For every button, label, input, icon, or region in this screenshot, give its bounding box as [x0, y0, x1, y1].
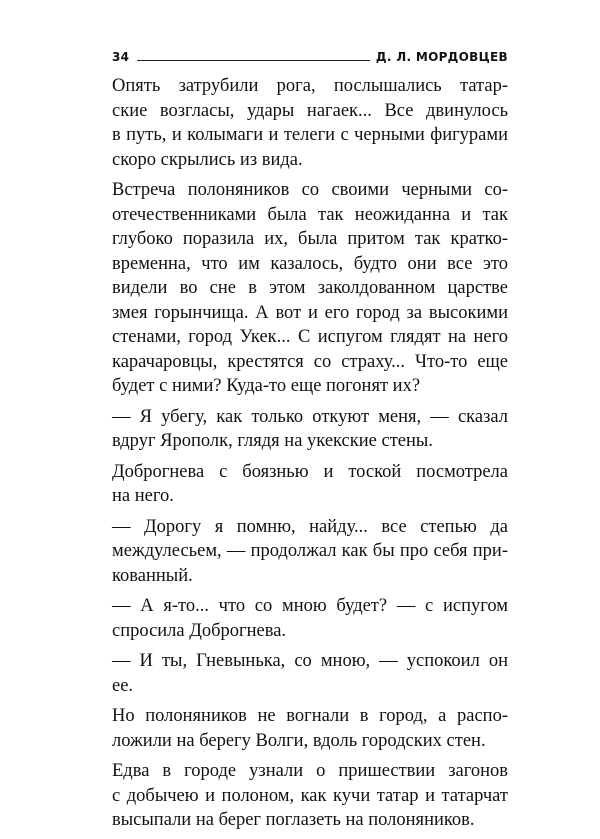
text-line: временна, что им казалось, будто они все это — [112, 253, 508, 274]
text-line: отечественниками была так неожиданна и так — [112, 204, 508, 225]
paragraph — [112, 178, 508, 399]
paragraph — [112, 460, 508, 509]
text-line: спросила Доброгнева. — [112, 620, 287, 641]
text-line: будет с ними? Куда-то еще погонят их? — [112, 376, 421, 396]
text-line: Доброгнева с боязнью и тоской посмотрела — [112, 461, 508, 482]
text-line: Но полоняников не вогнали в город, а распо- — [112, 706, 508, 726]
paragraph — [112, 649, 508, 698]
text-line: — А я-то... что со мною будет? — с испугом — [112, 596, 508, 616]
text-line: глубоко поразила их, была притом так кратко- — [112, 229, 508, 249]
text-line: змея горынчища. А вот и его город за высокими — [112, 302, 508, 323]
text-line: Встреча полоняников со своими черными со- — [112, 180, 508, 200]
paragraph — [112, 759, 508, 833]
text-line: ские возгласы, удары нагаек... Все двинулось — [112, 100, 508, 121]
text-line: скоро скрылись из вида. — [112, 149, 303, 170]
text-line: междулесьем, — продолжал как бы про себя при- — [112, 541, 508, 561]
text-line: — И ты, Гневынька, со мною, — успокоил он — [112, 651, 508, 671]
text-line: кованный. — [112, 565, 193, 586]
text-line: ложили на берегу Волги, вдоль городских стен. — [112, 730, 486, 751]
paragraph — [112, 594, 508, 643]
body-text — [112, 74, 508, 839]
text-line: — Я убегу, как только откуют меня, — сказал — [112, 406, 508, 427]
running-head — [112, 44, 508, 64]
text-line: стенами, город Укек... С испугом глядят на него — [112, 327, 508, 347]
header-rule — [137, 60, 370, 61]
text-line: высыпали на берег поглазеть на полоняников. — [112, 810, 475, 830]
page-number: 34 — [112, 50, 130, 64]
text-line: на него. — [112, 486, 174, 506]
text-line: карачаровцы, крестятся со страху... Что-то еще — [112, 351, 508, 372]
text-line: ее. — [112, 675, 134, 696]
text-line: вдруг Ярополк, глядя на укекские стены. — [112, 431, 433, 451]
text-line: Опять затрубили рога, послышались татар- — [112, 76, 508, 96]
paragraph — [112, 515, 508, 589]
text-line: — Дорогу я помню, найду... все степью да — [112, 516, 508, 537]
text-line: в путь, и колымаги и телеги с черными фигурами — [112, 125, 508, 145]
text-line: видели во сне в этом заколдованном царстве — [112, 278, 508, 298]
paragraph — [112, 704, 508, 753]
text-line: с добычею и полоном, как кучи татар и татарчат — [112, 785, 508, 806]
text-line: Едва в городе узнали о пришествии загонов — [112, 761, 508, 781]
paragraph — [112, 74, 508, 172]
running-head-author: Д. Л. МОРДОВЦЕВ — [375, 50, 508, 64]
paragraph — [112, 405, 508, 454]
